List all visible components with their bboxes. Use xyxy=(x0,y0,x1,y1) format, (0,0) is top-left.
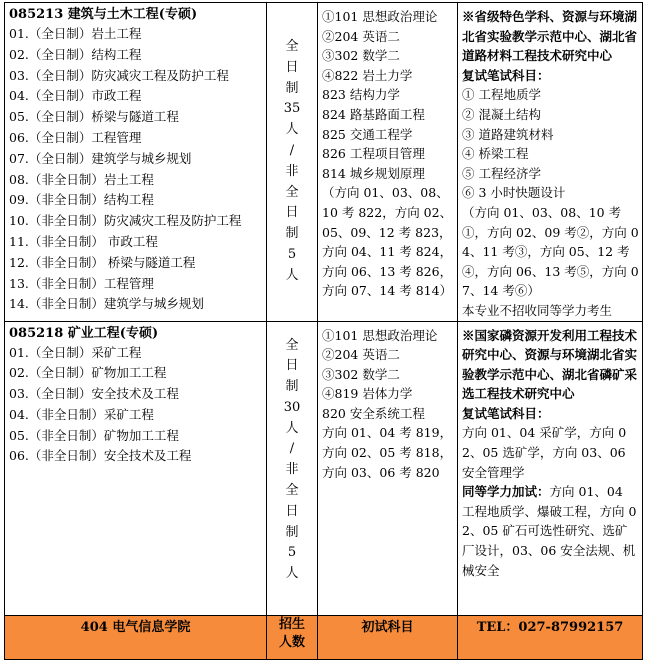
subject-item: ②204 英语二 xyxy=(322,347,400,363)
enrollment-char: 制 xyxy=(285,226,299,242)
direction-item: 03.（全日制）安全技术及工程 xyxy=(9,386,179,402)
enrollment-char: 35 xyxy=(283,101,301,117)
enrollment-char: / xyxy=(289,441,295,457)
enrollment-char: 制 xyxy=(285,379,299,395)
enrollment-char: 全 xyxy=(285,39,299,54)
program-row-mining xyxy=(5,321,643,615)
directions-cell xyxy=(5,3,267,322)
enrollment-vertical-text xyxy=(267,322,317,586)
direction-item: 11.（非全日制） 市政工程 xyxy=(9,233,158,249)
direction-item: 02.（全日制）结构工程 xyxy=(9,46,142,62)
subject-item: ①101 思想政治理论 xyxy=(322,327,438,343)
retest-list xyxy=(462,85,639,203)
direction-item: 14.（非全日制）建筑学与城乡规划 xyxy=(9,296,204,312)
subject-item: 823 结构力学 xyxy=(322,87,400,103)
subject-list xyxy=(322,326,455,424)
subjects-header: 初试科目 xyxy=(318,615,458,659)
enrollment-cell xyxy=(267,3,318,322)
subject-direction-note: 方向 01、04 考 819，方向 02、05 考 818，方向 03、06 考 820 xyxy=(322,425,453,480)
enrollment-header: 招生 人数 xyxy=(267,615,318,659)
subject-item: ①101 思想政治理论 xyxy=(322,9,438,24)
direction-item: 03.（全日制）防灾减灾工程及防护工程 xyxy=(9,67,229,83)
retest-item: ④ 桥梁工程 xyxy=(462,146,529,162)
retest-title: 复试笔试科目： xyxy=(462,405,550,421)
retest-item: ① 工程地质学 xyxy=(462,87,541,103)
program-title: 085213 建筑与土木工程(专硕) xyxy=(9,7,198,22)
retest-item: ⑥ 3 小时快题设计 xyxy=(462,185,566,201)
subjects-cell xyxy=(318,321,458,615)
equivalent-note: 本专业不招收同等学力考生 xyxy=(462,302,613,318)
direction-item: 06.（全日制）工程管理 xyxy=(9,129,142,145)
retest-title: 复试笔试科目： xyxy=(462,67,550,83)
directions-cell xyxy=(5,321,267,615)
enrollment-char: 人 xyxy=(285,566,299,582)
retest-direction-note: （方向 01、03、08、10 考①，方向 02、09 考②，方向 04、11 考③，方向 05、12 考④，方向 06、13 考⑤，方向 07、14 考⑥） xyxy=(462,204,639,299)
enrollment-char: 制 xyxy=(285,80,299,96)
enrollment-vertical-text xyxy=(267,3,317,287)
equivalent-title: 同等学力加试： xyxy=(462,484,550,500)
enrollment-char: 全 xyxy=(285,337,299,353)
subject-item: ③302 数学二 xyxy=(322,366,400,382)
retest-item: ② 混凝土结构 xyxy=(462,106,541,122)
retest-direction-note: 方向 01、04 采矿学，方向 02、05 选矿学，方向 03、06 安全管理学 xyxy=(462,425,627,480)
enrollment-char: 5 xyxy=(287,246,297,262)
enrollment-char: 日 xyxy=(285,205,299,221)
program-title: 085218 矿业工程(专硕) xyxy=(9,325,159,341)
notes-cell xyxy=(458,321,643,615)
direction-item: 04.（非全日制）采矿工程 xyxy=(9,406,154,422)
direction-item: 13.（非全日制）工程管理 xyxy=(9,275,154,291)
enrollment-char: 日 xyxy=(285,358,299,374)
direction-item: 01.（全日制）岩土工程 xyxy=(9,26,142,41)
equivalent-note: 方向 01、04 工程地质学、爆破工程，方向 02、05 矿石可选性研究、选矿厂设计，03、06 安全法规、机械安全 xyxy=(462,484,637,578)
subject-direction-note: （方向 01、03、08、10 考 822，方向 02、05、09、12 考 823，方向 04、11 考 824，方向 06、13 考 826，方向 07、14 考 814） xyxy=(322,185,453,299)
subject-item: 826 工程项目管理 xyxy=(322,146,425,162)
enrollment-char: 非 xyxy=(285,462,299,478)
direction-item: 04.（全日制）市政工程 xyxy=(9,88,142,104)
telephone: TEL：027-87992157 xyxy=(458,615,643,659)
center-note: ※省级特色学科、资源与环境湖北省实验教学示范中心、湖北省道路材料工程技术研究中心 xyxy=(462,9,638,64)
enrollment-char: 人 xyxy=(285,267,299,283)
retest-item: ⑤ 工程经济学 xyxy=(462,165,541,181)
direction-item: 06.（非全日制）安全技术及工程 xyxy=(9,448,192,464)
enrollment-char: 日 xyxy=(285,59,299,75)
subject-item: ④819 岩体力学 xyxy=(322,386,413,402)
notes-cell xyxy=(458,3,643,322)
footer-row xyxy=(5,615,643,659)
retest-item: ③ 道路建筑材料 xyxy=(462,126,554,142)
direction-item: 12.（非全日制） 桥梁与隧道工程 xyxy=(9,254,196,270)
enrollment-char: 30 xyxy=(283,399,301,415)
program-table xyxy=(4,2,643,660)
direction-item: 10.（非全日制）防灾减灾工程及防护工程 xyxy=(9,213,242,229)
college-name: 404 电气信息学院 xyxy=(5,615,267,659)
subject-item: 824 路基路面工程 xyxy=(322,106,425,122)
enrollment-char: 日 xyxy=(285,503,299,519)
direction-item: 09.（非全日制）结构工程 xyxy=(9,192,154,208)
enrollment-char: 制 xyxy=(285,524,299,540)
subject-item: 825 交通工程学 xyxy=(322,126,413,142)
program-row-civil xyxy=(5,3,643,322)
direction-list xyxy=(5,24,266,315)
direction-item: 01.（全日制）采矿工程 xyxy=(9,344,142,360)
center-note: ※国家磷资源开发利用工程技术研究中心、资源与环境湖北省实验教学示范中心、湖北省磷矿采选工程技术研究中心 xyxy=(462,327,638,402)
subjects-cell xyxy=(318,3,458,322)
enrollment-char: / xyxy=(289,142,295,158)
subject-list xyxy=(322,7,455,183)
subject-item: 820 安全系统工程 xyxy=(322,405,425,421)
direction-item: 05.（全日制）桥梁与隧道工程 xyxy=(9,109,179,125)
subject-item: ②204 英语二 xyxy=(322,28,400,44)
enrollment-char: 全 xyxy=(285,184,299,200)
subject-item: ③302 数学二 xyxy=(322,48,400,64)
subject-item: 814 城乡规划原理 xyxy=(322,165,425,181)
enrollment-cell xyxy=(267,321,318,615)
direction-item: 07.（全日制）建筑学与城乡规划 xyxy=(9,150,192,166)
enrollment-char: 人 xyxy=(285,420,299,436)
enrollment-char: 全 xyxy=(285,483,299,499)
direction-list xyxy=(5,343,266,468)
enrollment-char: 人 xyxy=(285,122,299,138)
subject-item: ④822 岩土力学 xyxy=(322,67,413,83)
enrollment-char: 非 xyxy=(285,163,299,179)
enrollment-char: 5 xyxy=(287,545,297,561)
direction-item: 05.（非全日制）矿物加工工程 xyxy=(9,427,179,443)
direction-item: 02.（全日制）矿物加工工程 xyxy=(9,365,167,381)
direction-item: 08.（非全日制）岩土工程 xyxy=(9,171,154,187)
